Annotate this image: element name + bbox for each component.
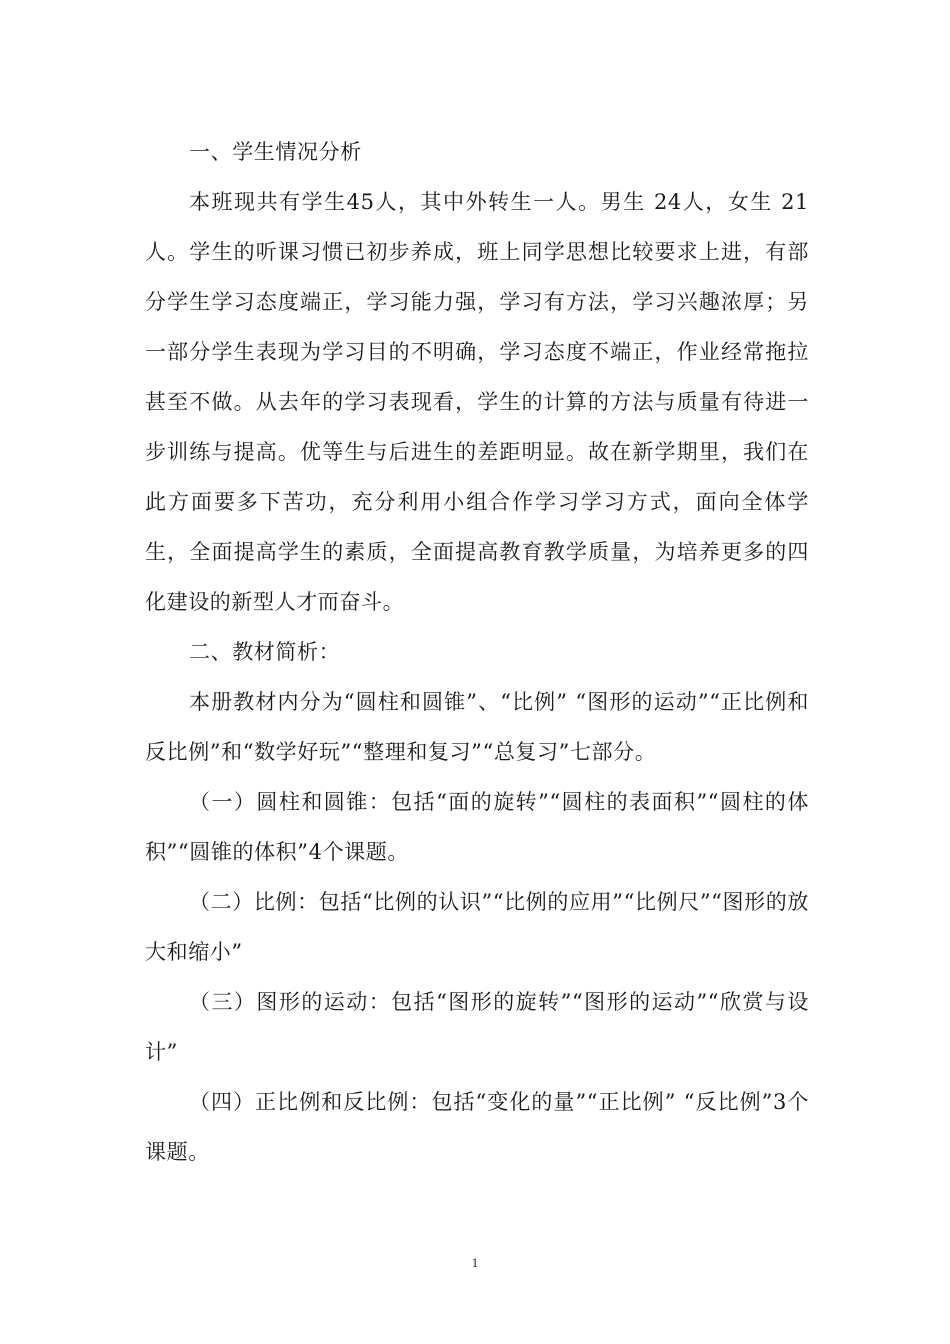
paragraph-unit-figure-motion: （三）图形的运动：包括“图形的旋转”“图形的运动”“欣赏与设计” xyxy=(145,990,809,1064)
paragraph-textbook-overview: 本册教材内分为“圆柱和圆锥”、“比例” “图形的运动”“正比例和反比例”和“数学好玩”“整理和复习”“总复习”七部分。 xyxy=(145,690,809,764)
heading-student-analysis: 一、学生情况分析 xyxy=(189,140,362,164)
paragraph-unit-cylinder-cone: （一）圆柱和圆锥：包括“面的旋转”“圆柱的表面积”“圆柱的体积”“圆锥的体积”4个课题。 xyxy=(145,790,809,864)
paragraph-student-analysis: 本班现共有学生45人，其中外转生一人。男生 24人，女生 21人。学生的听课习惯已初步养成，班上同学思想比较要求上进，有部分学生学习态度端正，学习能力强，学习有方法，学习兴趣浓厚；另一部分学生表现为学习目的不明确，学习态度不端正，作业经常拖拉甚至不做。从去年的学习表现看，学生的计算的方法与质量有待进一步训练与提高。优等生与后进生的差距明显。故在新学期里，我们在此方面要多下苦功，充分利用小组合作学习学习方式，面向全体学生，全面提高学生的素质，全面提高教育教学质量，为培养更多的四化建设的新型人才而奋斗。 xyxy=(145,190,809,614)
page-number: 1 xyxy=(471,1255,479,1270)
paragraph-unit-ratio: （二）比例：包括“比例的认识”“比例的应用”“比例尺”“图形的放大和缩小” xyxy=(145,890,809,964)
paragraph-unit-proportion: （四）正比例和反比例：包括“变化的量”“正比例” “反比例”3个课题。 xyxy=(145,1090,809,1164)
document-body xyxy=(145,127,809,1177)
heading-textbook-analysis: 二、教材简析： xyxy=(189,640,341,664)
